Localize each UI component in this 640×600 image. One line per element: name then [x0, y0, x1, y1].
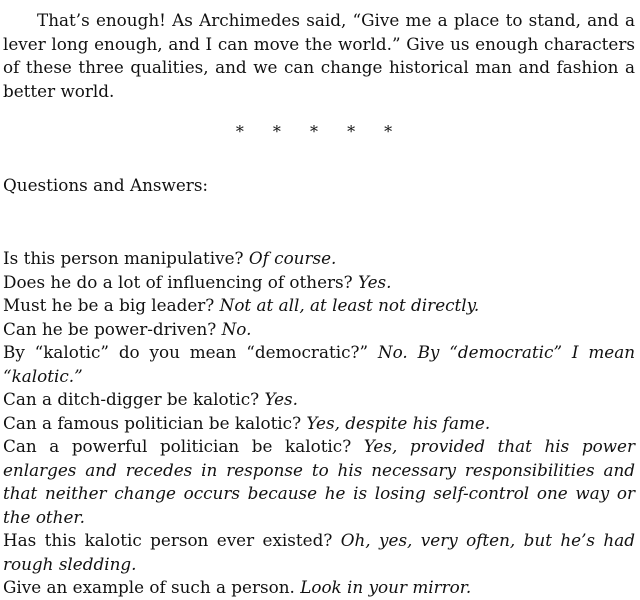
- qa-item: [3, 529, 635, 576]
- qa-item: [3, 294, 635, 318]
- question: Can a ditch-digger be kalotic?: [3, 389, 260, 409]
- qa-item: [3, 388, 635, 412]
- answer: No. By “democratic” I mean “kalotic.”: [3, 342, 636, 386]
- answer: Not at all, at least not directly.: [219, 295, 480, 315]
- qa-item: [3, 435, 635, 529]
- question: Must he be a big leader?: [3, 295, 215, 315]
- question: Has this kalotic person ever existed?: [3, 530, 333, 550]
- answer: Yes, provided that his power enlarges and recedes in response to his necessary responsibilities and that neither change occurs because he is losing self-control one way or the other.: [3, 436, 635, 527]
- question: Does he do a lot of influencing of others?: [3, 271, 353, 292]
- answer: Look in your mirror.: [300, 577, 472, 597]
- qa-item: [3, 576, 635, 600]
- qa-item: [3, 318, 635, 342]
- qa-list: [3, 247, 635, 600]
- question: Give an example of such a person.: [3, 577, 295, 597]
- answer: Oh, yes, very often, but he’s had rough sledding.: [3, 530, 635, 574]
- answer: Of course.: [248, 248, 337, 268]
- section-separator: * * * * *: [235, 122, 405, 141]
- answer: Yes.: [358, 271, 392, 292]
- intro-text: That’s enough! As Archimedes said, “Give me a place to stand, and a lever long enough, and I can move the world.” Give us enough characters of these three qualities, and we can change historical man and fashion a better world.: [3, 10, 635, 101]
- question: By “kalotic” do you mean “democratic?”: [3, 342, 369, 362]
- answer: No.: [221, 318, 252, 339]
- question: Can a powerful politician be kalotic?: [3, 436, 352, 456]
- qa-heading: Questions and Answers:: [3, 175, 209, 195]
- answer: Yes, despite his fame.: [306, 412, 491, 433]
- qa-item: [3, 247, 635, 271]
- answer: Yes.: [264, 389, 298, 409]
- qa-item: [3, 341, 635, 388]
- question: Is this person manipulative?: [3, 248, 244, 268]
- question: Can a famous politician be kalotic?: [3, 412, 302, 433]
- qa-item: [3, 271, 635, 295]
- question: Can he be power-driven?: [3, 318, 217, 339]
- qa-item: [3, 412, 635, 436]
- intro-paragraph: [3, 9, 635, 103]
